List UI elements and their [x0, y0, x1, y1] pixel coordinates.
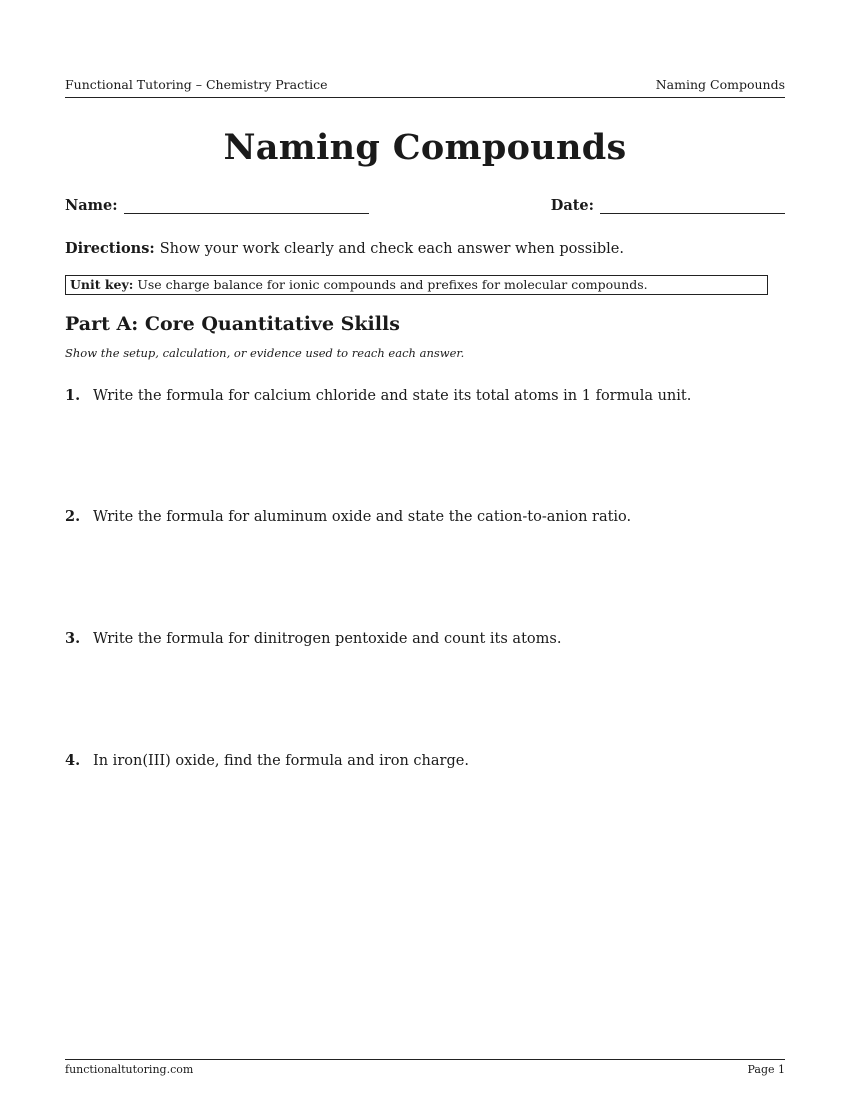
page-title: Naming Compounds	[223, 127, 627, 168]
footer-website: functionaltutoring.com	[65, 1063, 194, 1076]
question-text: Write the formula for dinitrogen pentoxide and count its atoms.	[93, 631, 562, 647]
unit-key-text: Use charge balance for ionic compounds and prefixes for molecular compounds.	[137, 277, 648, 292]
question-item	[65, 387, 785, 405]
question-number: 2.	[65, 508, 81, 525]
question-text: Write the formula for calcium chloride and state its total atoms in 1 formula unit.	[93, 388, 692, 404]
question-item	[65, 508, 785, 526]
directions-label: Directions:	[65, 240, 155, 257]
question-text: In iron(III) oxide, find the formula and iron charge.	[93, 753, 469, 769]
header-left-text: Functional Tutoring – Chemistry Practice	[65, 77, 328, 92]
question-number: 3.	[65, 630, 81, 647]
question-number: 1.	[65, 387, 81, 404]
footer-page-number: Page 1	[747, 1063, 785, 1076]
unit-key-box	[65, 275, 768, 295]
name-blank-line[interactable]	[124, 197, 369, 214]
unit-key-label: Unit key:	[70, 277, 134, 292]
page-footer	[65, 1059, 785, 1076]
question-item	[65, 752, 785, 770]
part-a-subtitle: Show the setup, calculation, or evidence used to reach each answer.	[65, 346, 465, 360]
page-header	[65, 78, 785, 98]
date-blank-line[interactable]	[600, 197, 785, 214]
name-date-row	[65, 197, 785, 219]
directions-text: Show your work clearly and check each answer when possible.	[159, 241, 624, 257]
question-number: 4.	[65, 752, 81, 769]
question-text: Write the formula for aluminum oxide and state the cation-to-anion ratio.	[93, 509, 632, 525]
name-field[interactable]	[65, 197, 369, 214]
date-field[interactable]	[551, 197, 785, 214]
header-right-text: Naming Compounds	[655, 77, 785, 92]
part-a-title: Part A: Core Quantitative Skills	[65, 313, 400, 335]
directions	[65, 240, 785, 258]
date-label: Date:	[550, 197, 594, 214]
name-label: Name:	[65, 197, 118, 214]
question-item	[65, 630, 785, 648]
